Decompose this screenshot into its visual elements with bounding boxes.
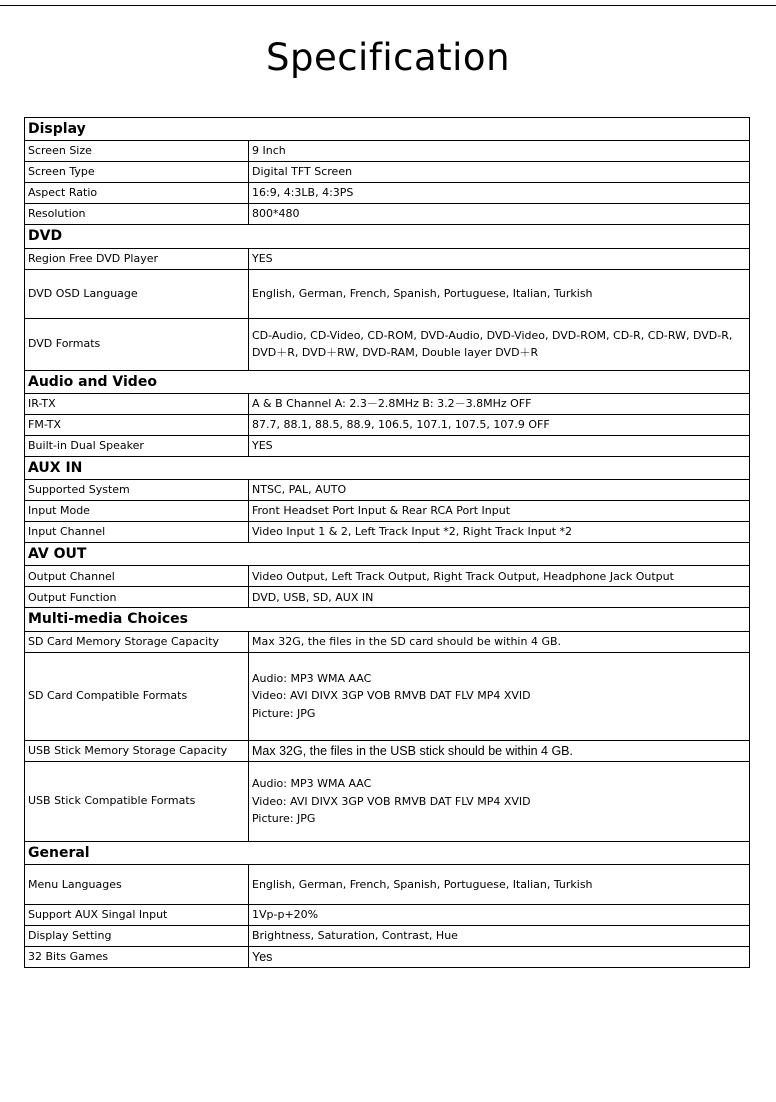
section-header-dvd bbox=[25, 225, 750, 248]
section-header-aux-in bbox=[25, 456, 750, 479]
spec-label: Input Mode bbox=[25, 501, 249, 522]
section-title: Display bbox=[25, 118, 750, 141]
spec-value: Audio: MP3 WMA AAC Video: AVI DIVX 3GP VOB RMVB DAT FLV MP4 XVID Picture: JPG bbox=[249, 652, 750, 740]
table-row bbox=[25, 865, 750, 905]
table-row bbox=[25, 947, 750, 968]
section-header-audio-video bbox=[25, 370, 750, 393]
table-row bbox=[25, 587, 750, 608]
spec-value: 1Vp-p+20% bbox=[249, 905, 750, 926]
spec-label: Support AUX Singal Input bbox=[25, 905, 249, 926]
section-title: Multi-media Choices bbox=[25, 608, 750, 631]
table-row bbox=[25, 566, 750, 587]
spec-value: A & B Channel A: 2.3－2.8MHz B: 3.2－3.8MHz OFF bbox=[249, 393, 750, 414]
section-title: General bbox=[25, 841, 750, 864]
table-row bbox=[25, 318, 750, 370]
table-row bbox=[25, 740, 750, 761]
spec-table bbox=[24, 117, 750, 968]
spec-value: CD-Audio, CD-Video, CD-ROM, DVD-Audio, DVD-Video, DVD-ROM, CD-R, CD-RW, DVD-R, DVD＋R, DVD＋RW, DVD-RAM, Double layer DVD＋R bbox=[249, 318, 750, 370]
spec-label: USB Stick Compatible Formats bbox=[25, 761, 249, 841]
spec-value: Max 32G, the files in the USB stick should be within 4 GB. bbox=[249, 740, 750, 761]
table-row bbox=[25, 480, 750, 501]
spec-label: Input Channel bbox=[25, 522, 249, 543]
table-row bbox=[25, 248, 750, 269]
spec-value: Max 32G, the files in the SD card should be within 4 GB. bbox=[249, 631, 750, 652]
spec-label: Aspect Ratio bbox=[25, 183, 249, 204]
page-title: Specification bbox=[265, 36, 511, 79]
table-row bbox=[25, 414, 750, 435]
section-header-general bbox=[25, 841, 750, 864]
spec-label: DVD OSD Language bbox=[25, 269, 249, 318]
spec-label: Screen Size bbox=[25, 141, 249, 162]
spec-value: DVD, USB, SD, AUX IN bbox=[249, 587, 750, 608]
spec-value: Brightness, Saturation, Contrast, Hue bbox=[249, 926, 750, 947]
table-row bbox=[25, 183, 750, 204]
table-row bbox=[25, 393, 750, 414]
spec-label: USB Stick Memory Storage Capacity bbox=[25, 740, 249, 761]
table-row bbox=[25, 761, 750, 841]
table-row bbox=[25, 162, 750, 183]
spec-label: Resolution bbox=[25, 204, 249, 225]
spec-value: Audio: MP3 WMA AAC Video: AVI DIVX 3GP VOB RMVB DAT FLV MP4 XVID Picture: JPG bbox=[249, 761, 750, 841]
table-row bbox=[25, 522, 750, 543]
section-title: AUX IN bbox=[25, 456, 750, 479]
spec-value: 9 Inch bbox=[249, 141, 750, 162]
spec-label: Output Channel bbox=[25, 566, 249, 587]
spec-label: Screen Type bbox=[25, 162, 249, 183]
table-row bbox=[25, 926, 750, 947]
spec-value: 800*480 bbox=[249, 204, 750, 225]
table-row bbox=[25, 652, 750, 740]
top-rule bbox=[0, 5, 776, 6]
section-title: Audio and Video bbox=[25, 370, 750, 393]
spec-label: IR-TX bbox=[25, 393, 249, 414]
spec-value: Front Headset Port Input & Rear RCA Port Input bbox=[249, 501, 750, 522]
spec-label: SD Card Memory Storage Capacity bbox=[25, 631, 249, 652]
spec-label: 32 Bits Games bbox=[25, 947, 249, 968]
spec-value: English, German, French, Spanish, Portuguese, Italian, Turkish bbox=[249, 865, 750, 905]
spec-value: 16:9, 4:3LB, 4:3PS bbox=[249, 183, 750, 204]
spec-value: Yes bbox=[249, 947, 750, 968]
section-title: DVD bbox=[25, 225, 750, 248]
spec-value: Video Input 1 & 2, Left Track Input *2, Right Track Input *2 bbox=[249, 522, 750, 543]
spec-value: 87.7, 88.1, 88.5, 88.9, 106.5, 107.1, 107.5, 107.9 OFF bbox=[249, 414, 750, 435]
spec-label: Display Setting bbox=[25, 926, 249, 947]
spec-label: SD Card Compatible Formats bbox=[25, 652, 249, 740]
spec-label: DVD Formats bbox=[25, 318, 249, 370]
table-row bbox=[25, 435, 750, 456]
table-row bbox=[25, 631, 750, 652]
table-row bbox=[25, 501, 750, 522]
spec-label: Region Free DVD Player bbox=[25, 248, 249, 269]
spec-value: English, German, French, Spanish, Portuguese, Italian, Turkish bbox=[249, 269, 750, 318]
table-row bbox=[25, 905, 750, 926]
table-row bbox=[25, 269, 750, 318]
spec-label: FM-TX bbox=[25, 414, 249, 435]
spec-label: Menu Languages bbox=[25, 865, 249, 905]
spec-value: NTSC, PAL, AUTO bbox=[249, 480, 750, 501]
spec-label: Supported System bbox=[25, 480, 249, 501]
section-header-av-out bbox=[25, 543, 750, 566]
section-header-multimedia bbox=[25, 608, 750, 631]
spec-value: YES bbox=[249, 435, 750, 456]
table-row bbox=[25, 141, 750, 162]
spec-value: YES bbox=[249, 248, 750, 269]
section-title: AV OUT bbox=[25, 543, 750, 566]
section-header-display bbox=[25, 118, 750, 141]
spec-label: Built-in Dual Speaker bbox=[25, 435, 249, 456]
spec-value: Digital TFT Screen bbox=[249, 162, 750, 183]
table-row bbox=[25, 204, 750, 225]
spec-value: Video Output, Left Track Output, Right Track Output, Headphone Jack Output bbox=[249, 566, 750, 587]
spec-label: Output Function bbox=[25, 587, 249, 608]
